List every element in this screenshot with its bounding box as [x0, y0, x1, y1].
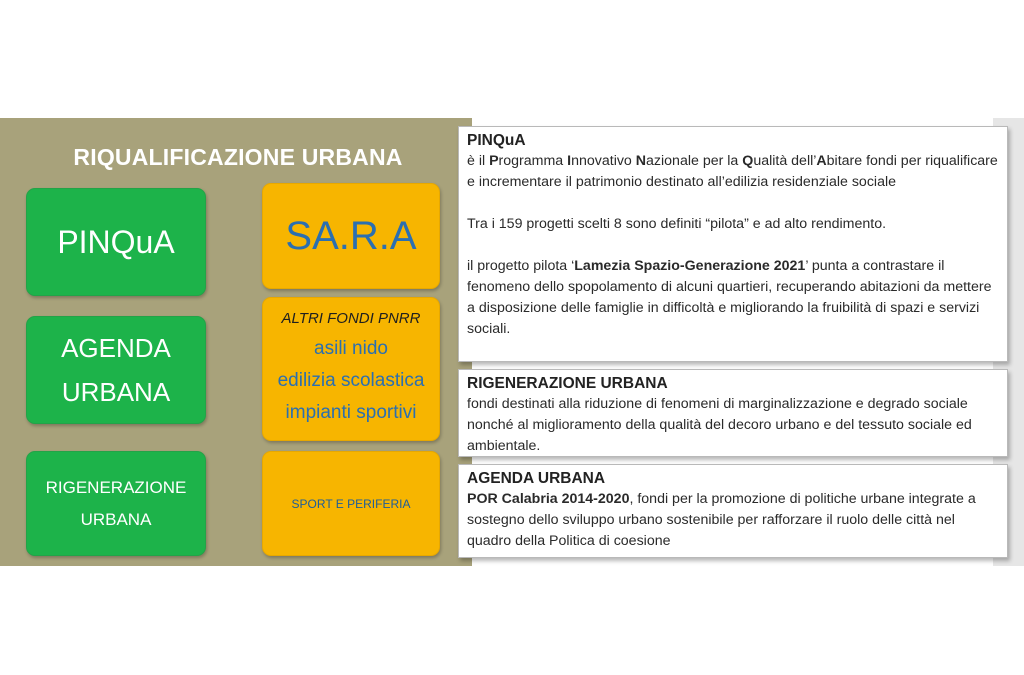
sport-tile-label: SPORT E PERIFERIA	[291, 496, 411, 511]
altri-item-asili: asili nido	[314, 337, 388, 359]
agenda-info-text: POR Calabria 2014-2020, fondi per la promozione di politiche urbane integrate a sostegno dello sviluppo urbano sostenibile per rafforzare il ruolo delle città nel quadro della Politica di coesione	[467, 491, 976, 549]
sara-tile-label: SA.R.A	[285, 213, 417, 258]
rigenerazione-info-box	[458, 369, 1008, 457]
agenda-urbana-tile	[26, 316, 206, 424]
altri-item-impianti: impianti sportivi	[285, 401, 417, 423]
pinqua-projects-text: Tra i 159 progetti scelti 8 sono definiti “pilota” e ad alto rendimento.	[467, 216, 887, 232]
rigenerazione-urbana-tile	[26, 451, 206, 556]
sport-periferia-tile	[262, 451, 440, 556]
altri-item-edilizia: edilizia scolastica	[277, 369, 425, 391]
pinqua-pilot-text: il progetto pilota ‘Lamezia Spazio-Generazione 2021’ punta a contrastare il fenomeno dello spopolamento di alcuni quartieri, recuperando abitazioni da mettere a disposizione delle famiglie in difficoltà e migliorando la fruibilità di spazi e servizi sociali.	[467, 258, 992, 337]
por-calabria-label: POR Calabria 2014-2020	[467, 491, 630, 507]
pinqua-tile-label: PINQuA	[57, 223, 175, 260]
pinqua-info-box	[458, 126, 1008, 362]
agenda-info-heading: AGENDA URBANA	[467, 470, 606, 487]
rigen-tile-line2: URBANA	[80, 509, 152, 529]
rigenerazione-info-heading: RIGENERAZIONE URBANA	[467, 375, 668, 392]
pinqua-tile	[26, 188, 206, 296]
altri-fondi-tile	[262, 297, 440, 441]
main-title: RIQUALIFICAZIONE URBANA	[73, 144, 403, 170]
agenda-info-box	[458, 464, 1008, 558]
agenda-tile-line2: URBANA	[61, 377, 171, 407]
pilot-project-name: Lamezia Spazio-Generazione 2021	[574, 258, 806, 274]
altri-fondi-title: ALTRI FONDI PNRR	[281, 309, 421, 327]
rigenerazione-info-text: fondi destinati alla riduzione di fenomeni di marginalizzazione e degrado sociale nonché al miglioramento della qualità del decoro urbano e del tessuto sociale ed ambientale.	[467, 396, 972, 454]
pinqua-definition: è il Programma Innovativo Nazionale per la Qualità dell’Abitare fondi per riqualificare e incrementare il patrimonio destinato all’edilizia residenziale sociale	[467, 153, 998, 190]
rigen-tile-line1: RIGENERAZIONE	[45, 477, 187, 497]
sara-tile	[262, 183, 440, 289]
pinqua-info-heading: PINQuA	[467, 132, 526, 149]
agenda-tile-line1: AGENDA	[61, 333, 171, 363]
